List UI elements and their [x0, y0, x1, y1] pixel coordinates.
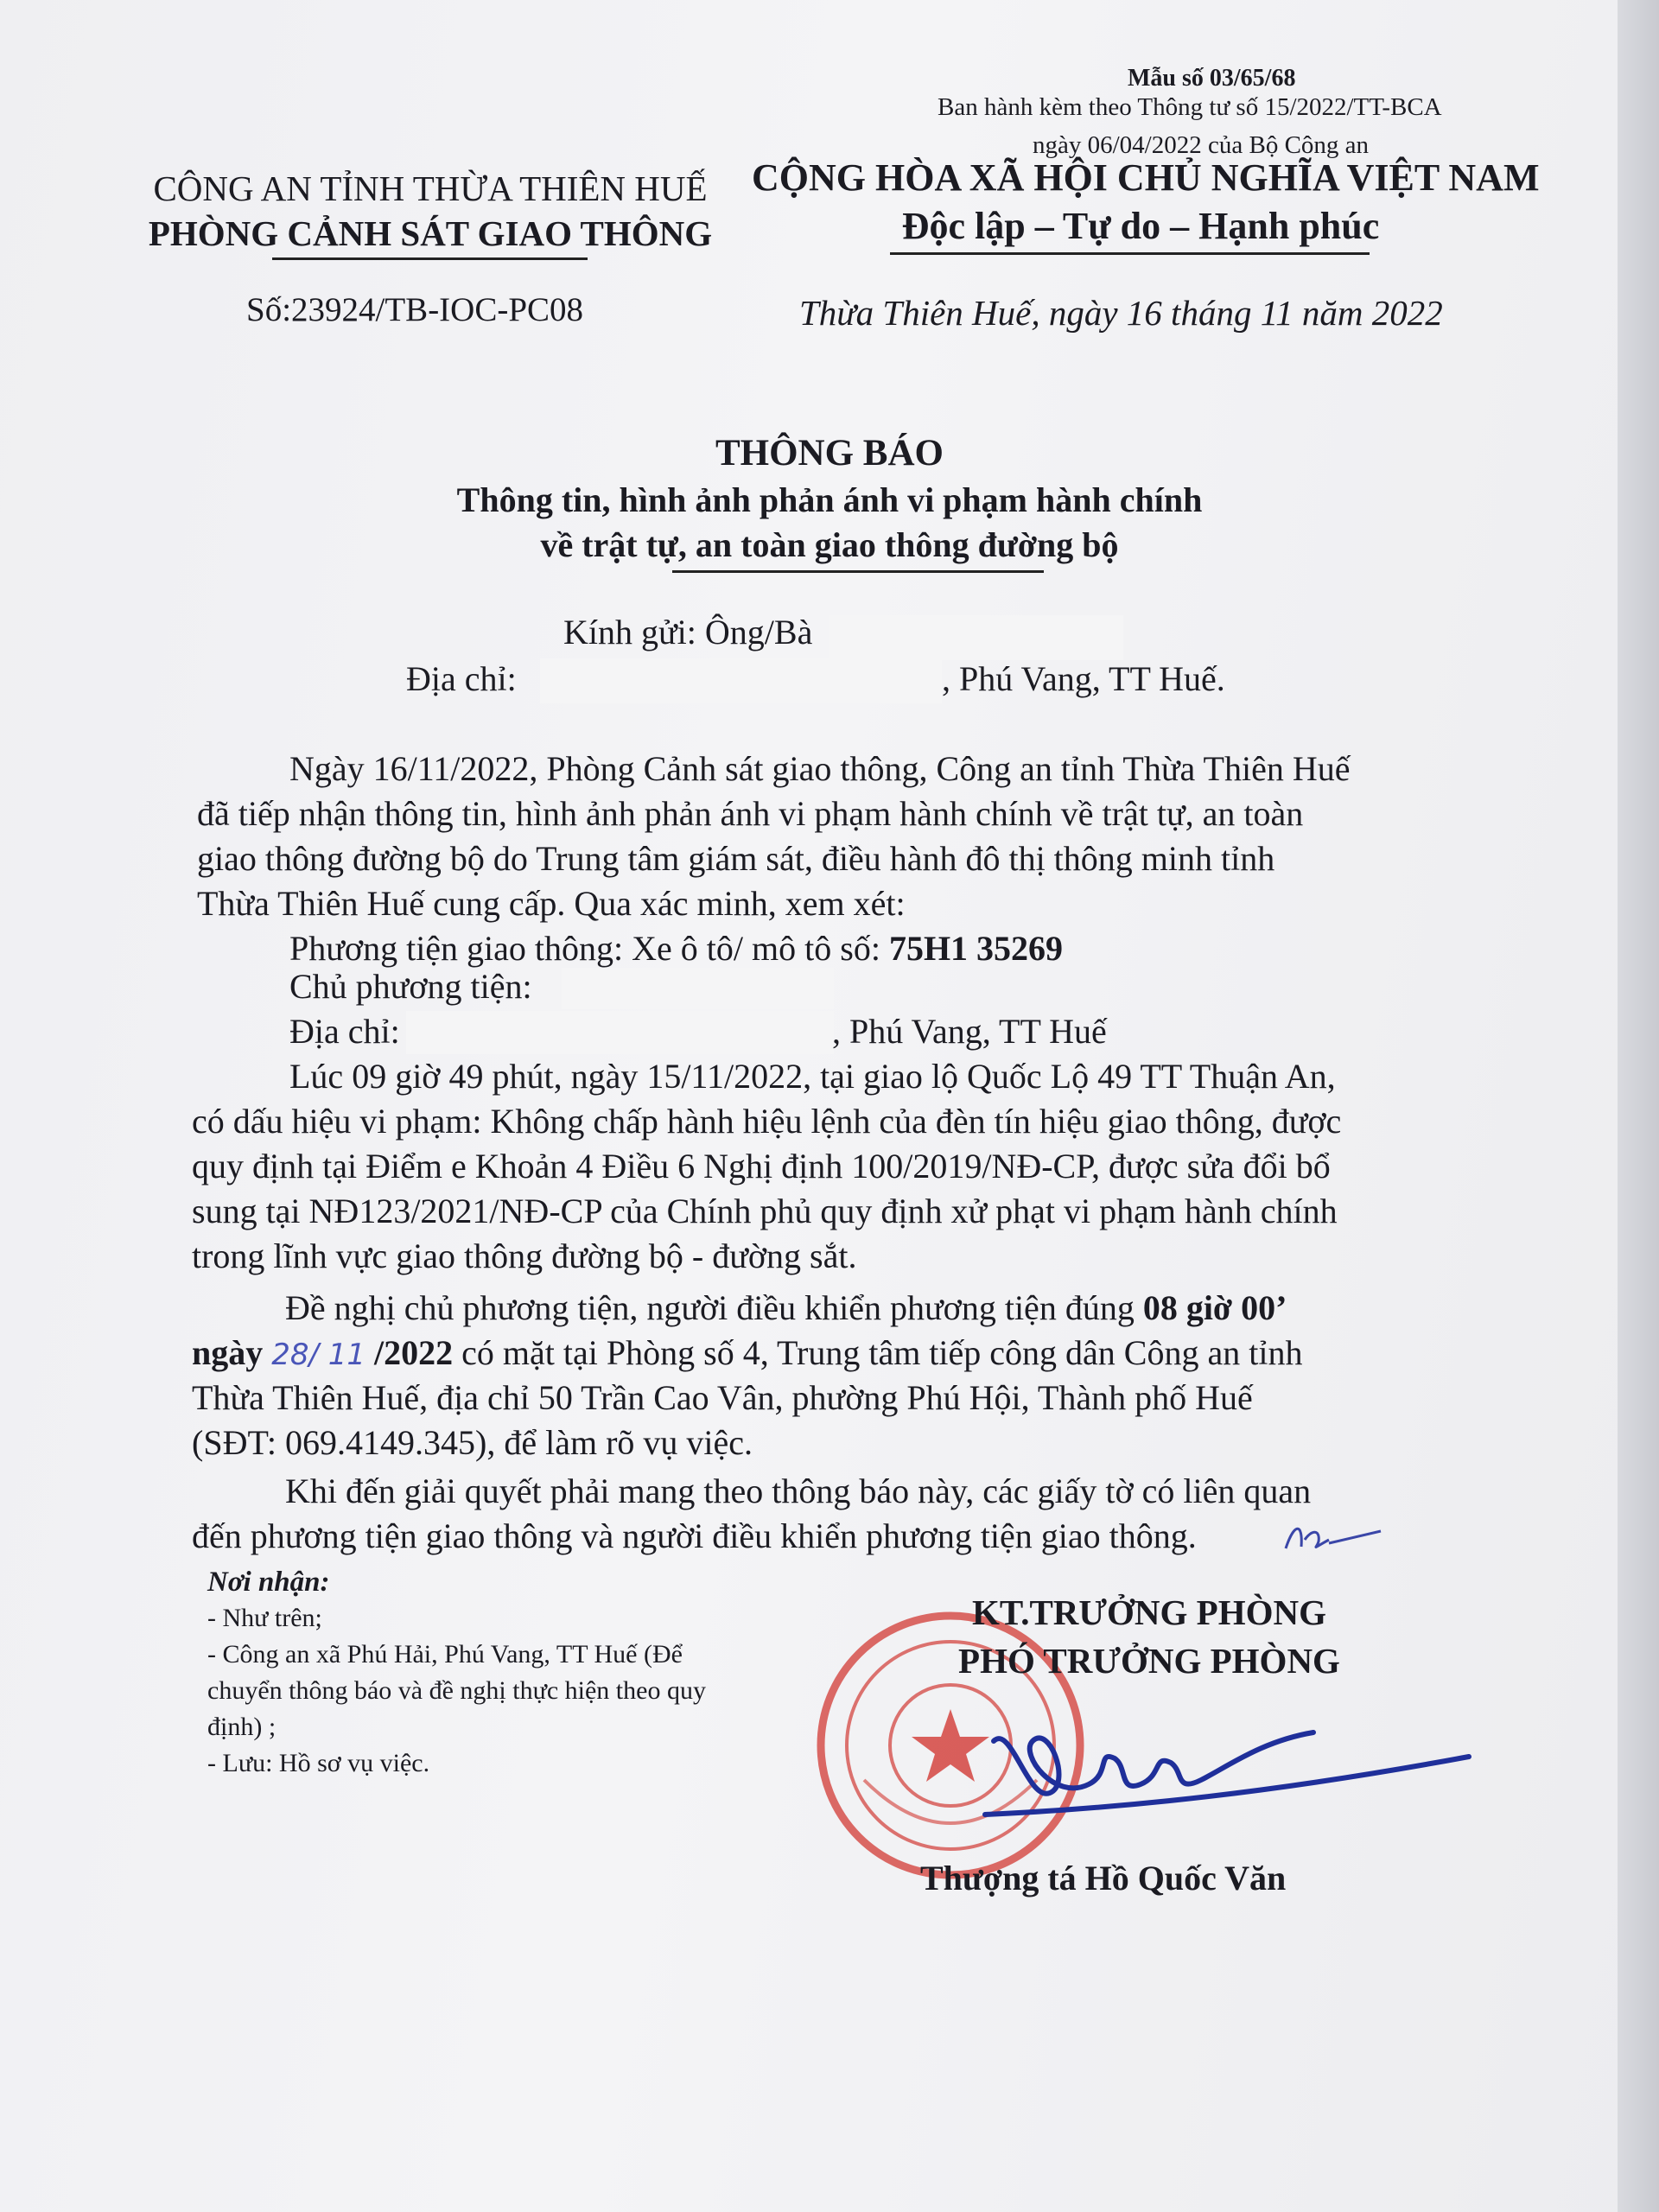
- signature-title-2: PHÓ TRƯỞNG PHÒNG: [958, 1641, 1340, 1681]
- issued-with-line1: Ban hành kèm theo Thông tư số 15/2022/TT-BCA: [938, 93, 1442, 121]
- recipient-2-line1: - Công an xã Phú Hải, Phú Vang, TT Huế (Để: [207, 1640, 683, 1669]
- recipient-2-line3: định) ;: [207, 1713, 276, 1741]
- appointment-day-label: ngày: [192, 1333, 264, 1372]
- body-p2-line5: trong lĩnh vực giao thông đường bộ - đường sắt.: [192, 1236, 857, 1275]
- document-title: THÔNG BÁO: [715, 433, 944, 474]
- recipient-3: - Lưu: Hồ sơ vụ việc.: [207, 1749, 430, 1777]
- agency-underline: [272, 257, 588, 260]
- nation-name: CỘNG HÒA XÃ HỘI CHỦ NGHĨA VIỆT NAM: [752, 156, 1540, 199]
- body-p1-line2: đã tiếp nhận thông tin, hình ảnh phản ánh vi phạm hành chính về trật tự, an toàn: [197, 794, 1304, 833]
- body-p2-line2: có dấu hiệu vi phạm: Không chấp hành hiệu lệnh của đèn tín hiệu giao thông, được: [192, 1102, 1342, 1141]
- redacted-owner-address: [406, 1011, 834, 1054]
- recipient-1: - Như trên;: [207, 1604, 322, 1632]
- form-number: Mẫu số 03/65/68: [1128, 65, 1296, 92]
- document-number: Số:23924/TB-IOC-PC08: [246, 291, 584, 328]
- body-p3-line2: [192, 1331, 1302, 1377]
- vehicle-label: Phương tiện giao thông: Xe ô tô/ mô tô số:: [289, 929, 880, 968]
- addressee-address-label: Địa chỉ:: [406, 659, 517, 698]
- redacted-name: [830, 615, 1123, 660]
- signer-name: Thượng tá Hồ Quốc Văn: [920, 1859, 1287, 1897]
- body-p3-line4: (SĐT: 069.4149.345), để làm rõ vụ việc.: [192, 1423, 753, 1462]
- redacted-address: [540, 658, 942, 703]
- page-edge-shadow: [1618, 0, 1659, 2212]
- recipient-2-line2: chuyển thông báo và đề nghị thực hiện theo quy: [207, 1676, 706, 1705]
- recipients-block: [207, 1564, 706, 1782]
- title-underline: [672, 570, 1044, 573]
- body-p1-line3: giao thông đường bộ do Trung tâm giám sát, điều hành đô thị thông minh tỉnh: [197, 839, 1275, 878]
- recipients-heading: Nơi nhận:: [207, 1567, 330, 1598]
- owner-label: Chủ phương tiện:: [289, 967, 532, 1006]
- signature-titles: [907, 1588, 1391, 1685]
- owner-address-suffix: , Phú Vang, TT Huế: [832, 1012, 1107, 1051]
- document-subtitle-2: về trật tự, an toàn giao thông đường bộ: [540, 525, 1119, 564]
- addressee-greeting: Kính gửi: Ông/Bà: [563, 613, 813, 652]
- body-p1-line4: Thừa Thiên Huế cung cấp. Qua xác minh, xem xét:: [197, 884, 906, 923]
- nation-motto: Độc lập – Tự do – Hạnh phúc: [901, 205, 1380, 247]
- nation-block: [752, 154, 1540, 251]
- appointment-time: 08 giờ 00’: [1142, 1288, 1287, 1327]
- place-date: Thừa Thiên Huế, ngày 16 tháng 11 năm 2022: [799, 293, 1443, 333]
- agency-unit: PHÒNG CẢNH SÁT GIAO THÔNG: [148, 213, 713, 253]
- owner-address-label: Địa chỉ:: [289, 1012, 400, 1051]
- body-p4-line1: Khi đến giải quyết phải mang theo thông báo này, các giấy tờ có liên quan: [285, 1471, 1312, 1510]
- body-p3-line1: [285, 1286, 1287, 1331]
- appointment-year: /2022: [374, 1333, 454, 1372]
- agency-block: [145, 166, 715, 256]
- form-issued-with: [938, 88, 1442, 164]
- body-p3-line3: Thừa Thiên Huế, địa chỉ 50 Trần Cao Vân, phường Phú Hội, Thành phố Huế: [192, 1378, 1253, 1417]
- vehicle-plate: 75H1 35269: [888, 929, 1064, 968]
- body-p1-line1: Ngày 16/11/2022, Phòng Cảnh sát giao thông, Công an tỉnh Thừa Thiên Huế: [289, 749, 1351, 788]
- body-p4-line2: đến phương tiện giao thông và người điều khiển phương tiện giao thông.: [192, 1516, 1197, 1555]
- handwritten-signature: [968, 1689, 1486, 1836]
- agency-parent: CÔNG AN TỈNH THỪA THIÊN HUẾ: [153, 168, 708, 208]
- body-p3-line2-text: có mặt tại Phòng số 4, Trung tâm tiếp công dân Công an tỉnh: [461, 1333, 1303, 1372]
- addressee-address-suffix: , Phú Vang, TT Huế.: [942, 659, 1225, 698]
- initials-mark: [1277, 1514, 1389, 1566]
- motto-underline: [890, 252, 1370, 255]
- redacted-owner: [562, 968, 834, 1009]
- body-p2-line4: sung tại NĐ123/2021/NĐ-CP của Chính phủ quy định xử phạt vi phạm hành chính: [192, 1192, 1338, 1230]
- handwritten-date: 28/ 11: [271, 1338, 366, 1372]
- issued-with-line2: ngày 06/04/2022 của Bộ Công an: [1033, 131, 1370, 159]
- body-p2-line3: quy định tại Điểm e Khoản 4 Điều 6 Nghị định 100/2019/NĐ-CP, được sửa đổi bổ: [192, 1147, 1331, 1185]
- body-p2-line1: Lúc 09 giờ 49 phút, ngày 15/11/2022, tại giao lộ Quốc Lộ 49 TT Thuận An,: [289, 1057, 1336, 1096]
- document-subtitle-1: Thông tin, hình ảnh phản ánh vi phạm hành chính: [456, 480, 1203, 519]
- signature-title-1: KT.TRƯỞNG PHÒNG: [972, 1592, 1326, 1632]
- body-p3-line1-text: Đề nghị chủ phương tiện, người điều khiển phương tiện đúng: [285, 1288, 1135, 1327]
